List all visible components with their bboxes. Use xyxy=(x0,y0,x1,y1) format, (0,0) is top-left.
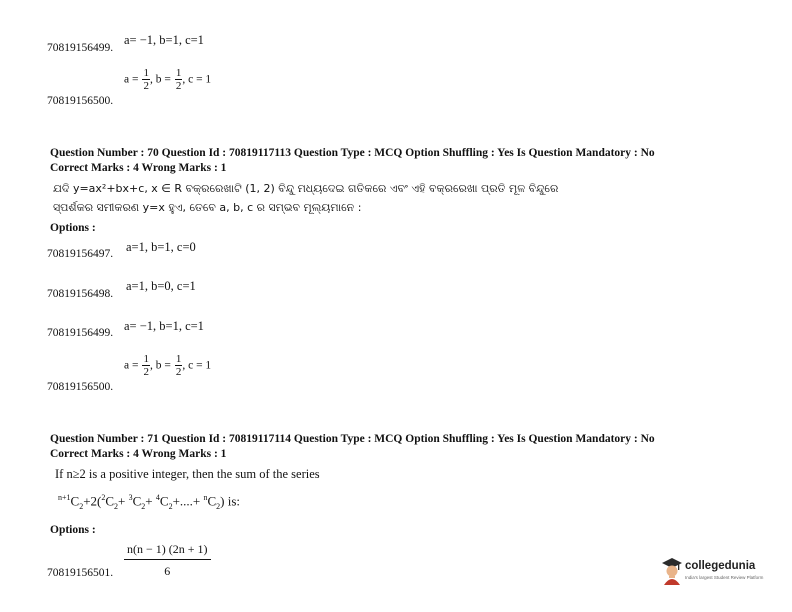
question-header: Question Number : 70 Question Id : 70819117113 Question Type : MCQ Option Shuffling : Yes Is Question Mandatory : No xyxy=(50,147,655,159)
options-label: Options : xyxy=(50,524,96,536)
option-id: 70819156497. xyxy=(47,248,114,260)
option-fraction-answer: a = $\frac{1}{2}$ , b = $\frac{1}{2}$ , c = 1 xyxy=(124,353,212,378)
option-id: 70819156499. xyxy=(47,42,114,54)
option-id: 70819156500. xyxy=(47,381,114,393)
question-text-line: ଯଦି y=ax²+bx+c, x ∈ R ବକ୍ରରେଖାଟି (1, 2) ବିନ୍ଦୁ ମଧ୍ୟଦେଇ ଗତିକରେ ଏବଂ ଏହି ବକ୍ରରେଖା ପ୍ରତି ମୂଳ ବିନ୍ଦୁରେ xyxy=(53,182,559,195)
question-text: If n≥2 is a positive integer, then the sum of the series xyxy=(55,467,320,481)
options-label: Options : xyxy=(50,222,96,234)
option-answer: a= −1, b=1, c=1 xyxy=(124,319,204,333)
option-answer: a=1, b=0, c=1 xyxy=(126,279,196,293)
question-text-line: ସ୍ପର୍ଶକର ସମୀକରଣ y=x ହୁଏ, ତେବେ a, b, c ର ସମ୍ଭବ ମୂଲ୍ୟମାନେ : xyxy=(53,201,362,214)
series-expression: $^{n+1}C_2+2(^2C_2+ ^3C_2+ ^4C_2+....+ ^nC_2)$ is: xyxy=(58,493,241,511)
fraction: $\frac{1}{2}$ xyxy=(143,67,149,92)
option-id: 70819156498. xyxy=(47,288,114,300)
option-answer: a= −1, b=1, c=1 xyxy=(124,33,204,47)
question-header: Question Number : 71 Question Id : 70819117114 Question Type : MCQ Option Shuffling : Yes Is Question Mandatory : No xyxy=(50,433,655,445)
option-answer: a=1, b=1, c=0 xyxy=(126,240,196,254)
option-fraction-answer xyxy=(124,542,211,580)
option-id: 70819156499. xyxy=(47,327,114,339)
option-id: 70819156500. xyxy=(47,95,114,107)
option-fraction-answer: a = $\frac{1}{2}$ , b = $\frac{1}{2}$ , c = 1 xyxy=(124,67,212,92)
fraction: $\frac{1}{2}$ xyxy=(175,67,182,92)
marks-line: Correct Marks : 4 Wrong Marks : 1 xyxy=(50,448,227,460)
logo-name: collegedunia xyxy=(685,560,756,572)
logo-tagline: India's largest Student Review Platform xyxy=(685,575,764,580)
fraction: $\frac{1}{2}$ xyxy=(143,353,149,378)
collegedunia-logo xyxy=(661,556,789,590)
marks-line: Correct Marks : 4 Wrong Marks : 1 xyxy=(50,162,227,174)
fraction: $\frac{n(n - 1) (2n + 1)}{6}$ xyxy=(124,542,211,579)
fraction: $\frac{1}{2}$ xyxy=(175,353,182,378)
option-id: 70819156501. xyxy=(47,567,114,579)
graduate-avatar-icon xyxy=(661,556,683,586)
